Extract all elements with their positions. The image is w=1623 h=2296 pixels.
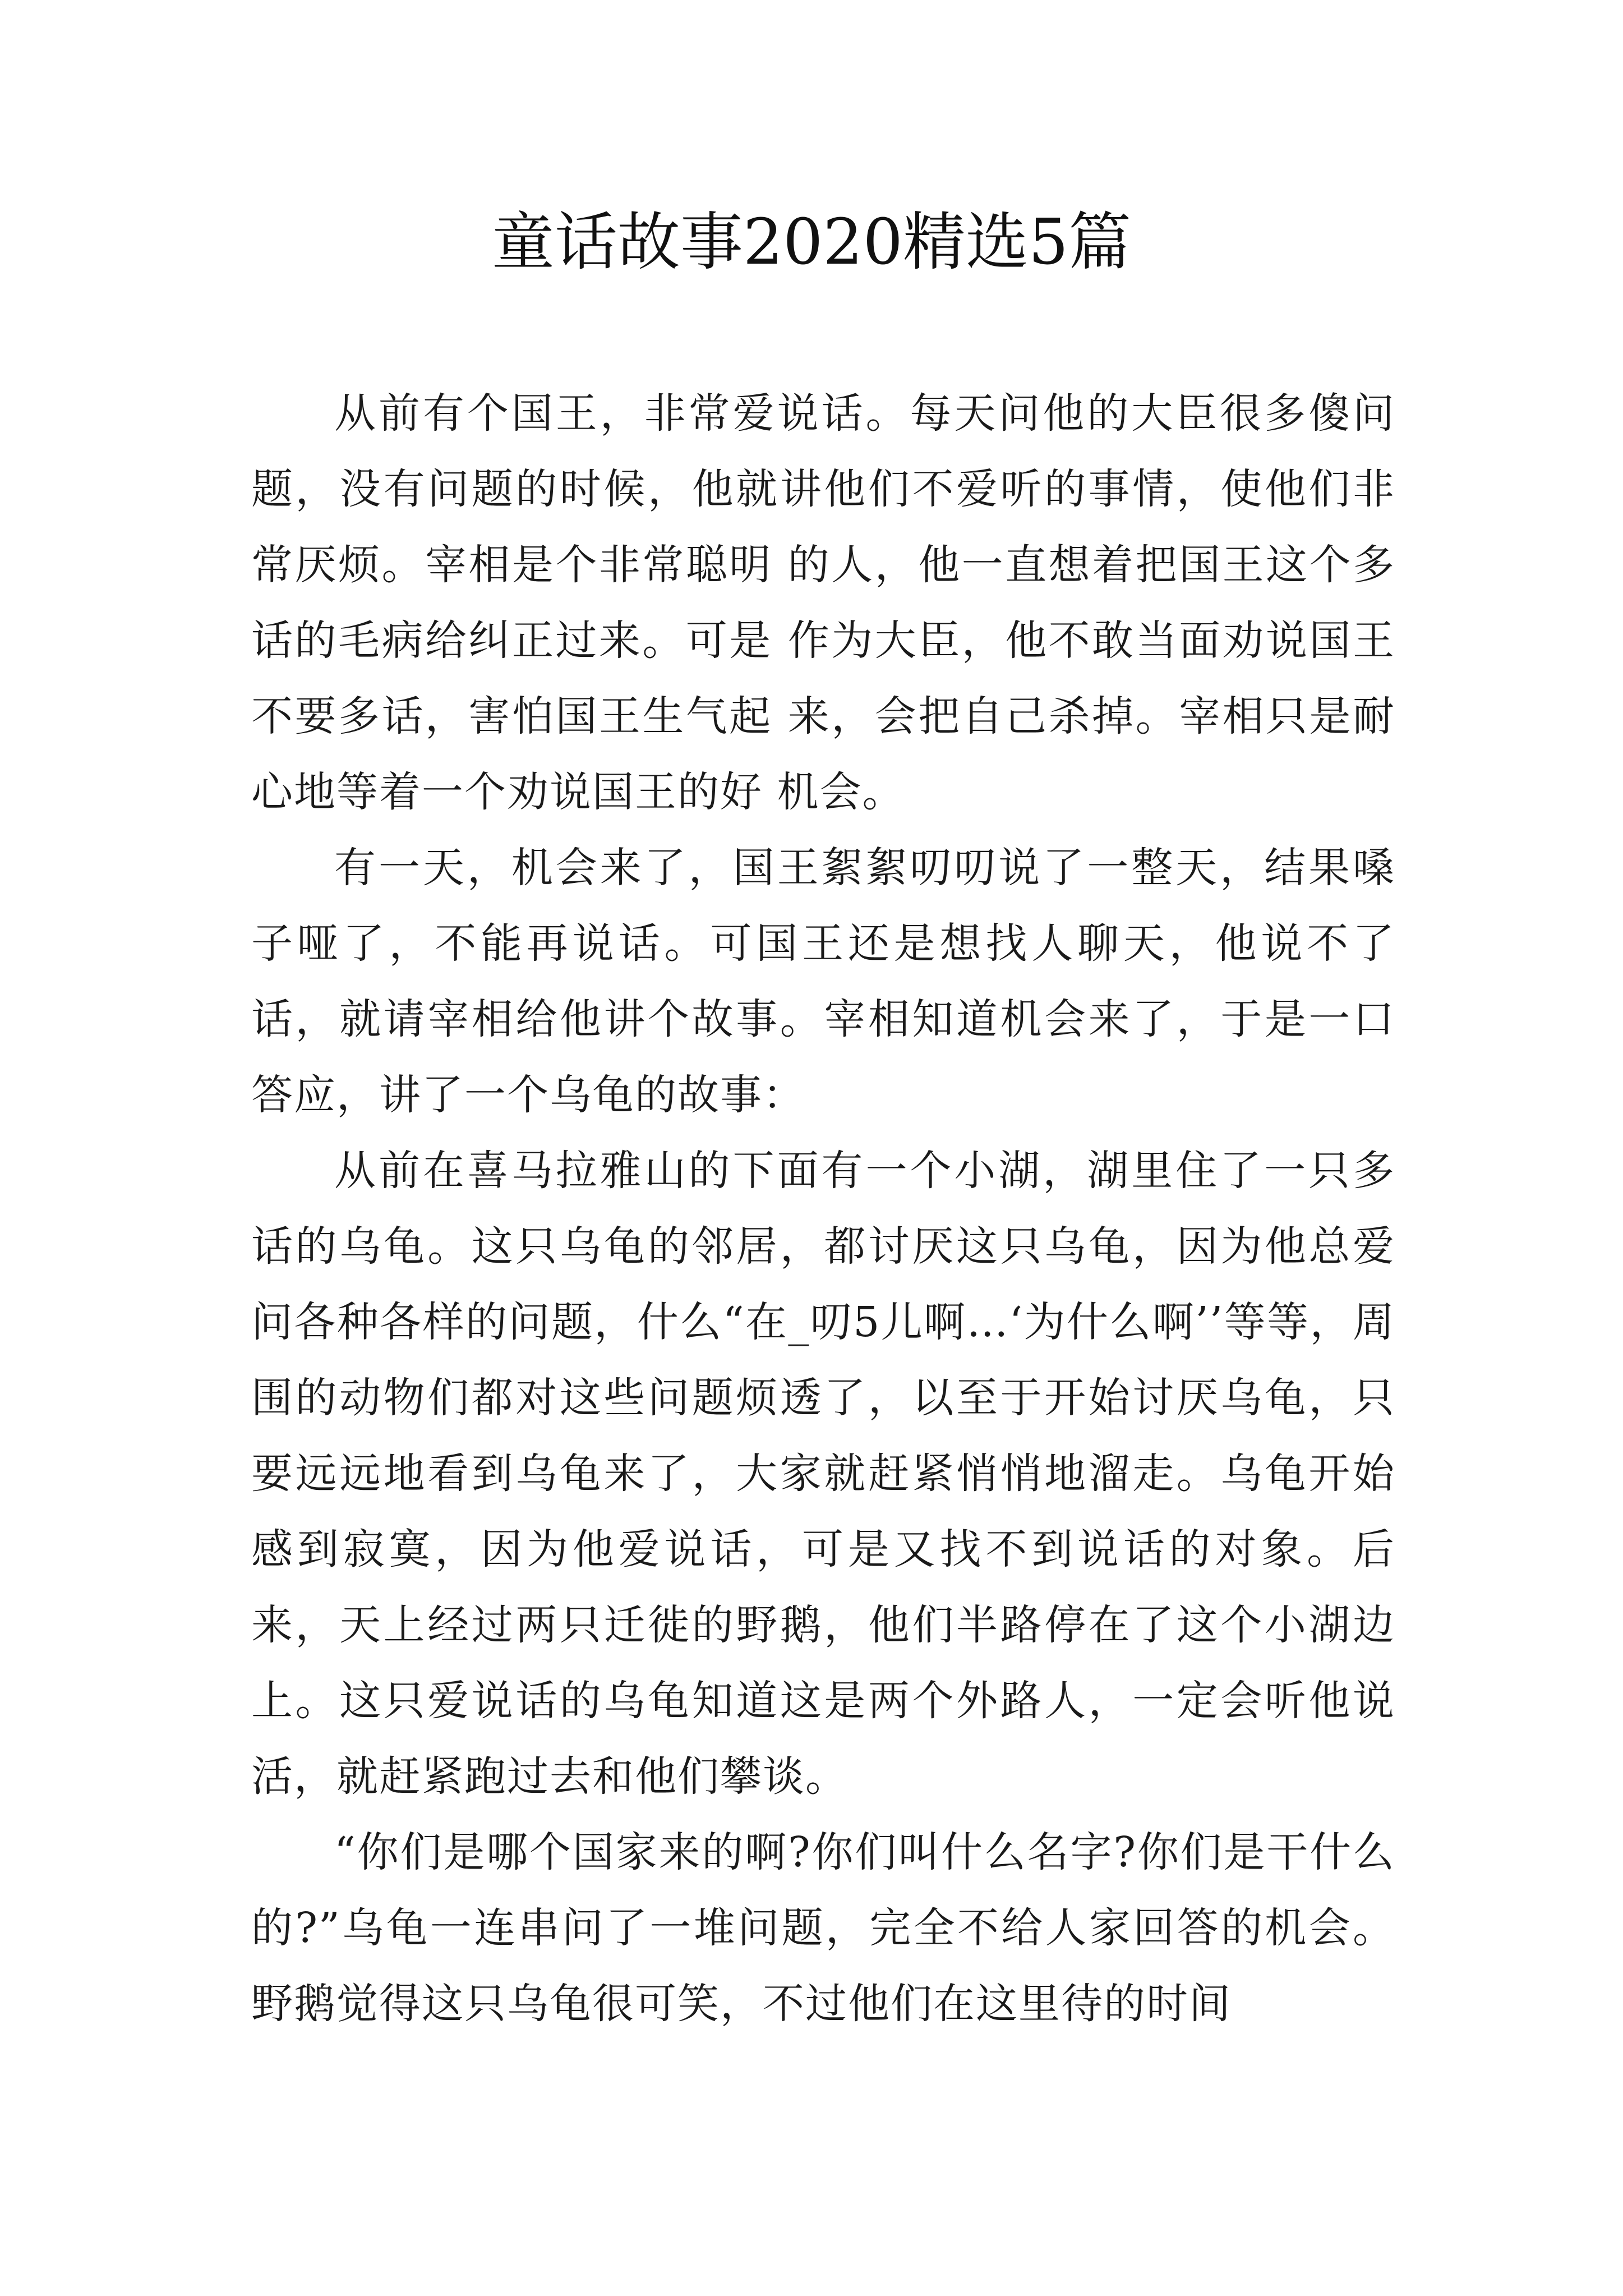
paragraph: “你们是哪个国家来的啊?你们叫什么名字?你们是干什么的?”乌龟一连串问了一堆问题，完全不给人家回答的机会。野鹅觉得这只乌龟很可笑，不过他们在这里待的时间 (251, 1828, 1395, 2028)
paragraph: 有一天，机会来了，国王絮絮叨叨说了一整天，结果嗓子哑了，不能再说话。可国王还是想找人聊天，他说不了话，就请宰相给他讲个故事。宰相知道机会来了，于是一口答应，讲了一个乌龟的故事： (251, 844, 1395, 1119)
paragraph: 从前在喜马拉雅山的下面有一个小湖，湖里住了一只多话的乌龟。这只乌龟的邻居，都讨厌这只乌龟，因为他总爱问各种各样的问题，什么“在_叨5儿啊…‘为什么啊’’等等，周 围的动物们都对这些问题烦透了，以至于开始讨厌乌龟，只 要远远地看到乌龟来了，大家就赶紧悄悄地溜走。乌龟开始感到寂寞，因为他爱说话，可是又找不到说话的对象。后来，天上经过两只迁徙的野鹅，他们半路停在了这个小湖边上。这只爱说话的乌龟知道这是两个外路人，一定会听他说活，就赶紧跑过去和他们攀谈。 (251, 1147, 1395, 1801)
paragraph: 从前有个国王，非常爱说话。每天问他的大臣很多傻问题，没有问题的时候，他就讲他们不爱听的事情，使他们非常厌烦。宰相是个非常聪明 的人，他一直想着把国王这个多话的毛病给纠正过来。可是 作为大臣，他不敢当面劝说国王不要多话，害怕国王生气起 来，会把自己杀掉。宰相只是耐心地等着一个劝说国王的好 机会。 (251, 389, 1395, 816)
document-title: 童话故事2020精选5篇 (491, 206, 1132, 279)
document-body (251, 376, 1395, 2042)
